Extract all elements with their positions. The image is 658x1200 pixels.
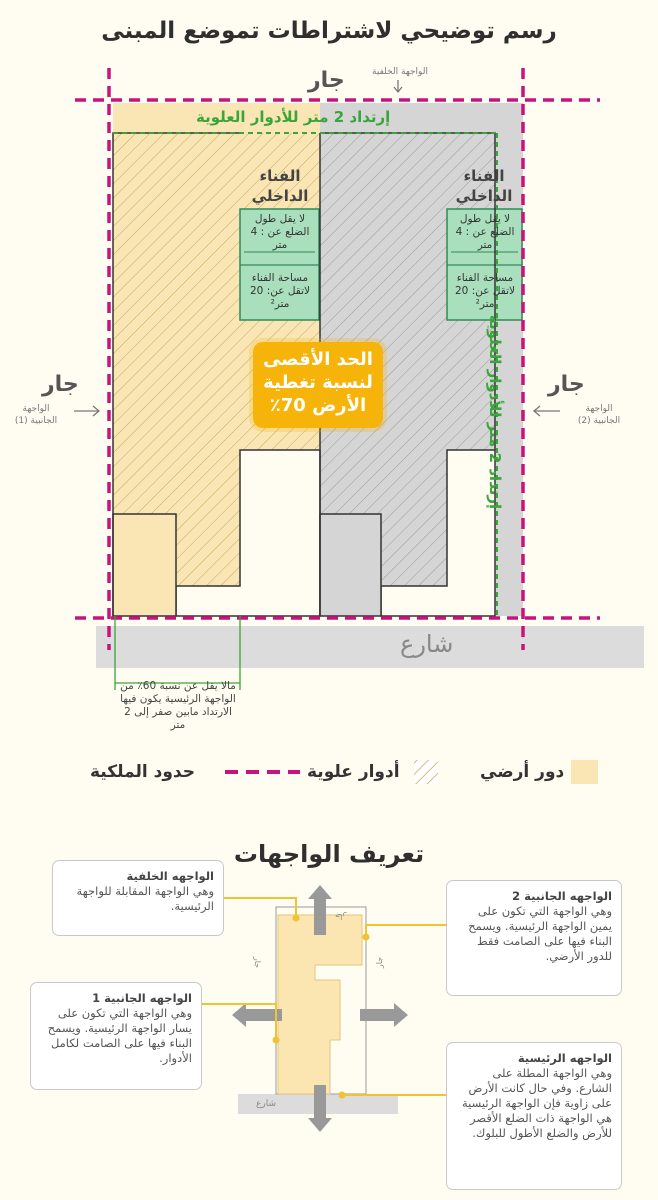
card-side1-facade	[30, 982, 202, 1090]
map-neighbor-right: جار	[375, 956, 385, 969]
card-main-body: وهي الواجهة المطلة على الشارع. وفي حال كانت الأرض على زاوية فإن الواجهة الرئيسية هي الواجهة ذات الضلع الأقصر للأرض والضلع الأطول للبلوك.	[461, 1066, 612, 1140]
court-left-area-min: مساحة الفناء لاتقل عن: 20 متر²	[249, 272, 311, 310]
back-facade-label: الواجهة الخلفية	[372, 67, 428, 77]
courtyard-left-title: الفناء الداخلي	[251, 167, 309, 205]
legend-ground-label: دور أرضي	[480, 762, 565, 782]
card-back-facade	[52, 860, 224, 936]
court-right-area-min: مساحة الفناء لاتقل عن: 20 متر²	[454, 272, 516, 310]
leader-side2	[366, 925, 446, 937]
street-label-top: شارع	[400, 630, 454, 658]
facades-title: تعريف الواجهات	[233, 840, 425, 868]
card-side2-facade	[446, 880, 622, 996]
facade-arrow-left-icon	[232, 1003, 282, 1027]
card-main-title: الواجهه الرئيسية	[517, 1051, 612, 1065]
coverage-badge: الحد الأقصى لنسبة تغطية الأرض 70٪	[253, 342, 383, 428]
card-side2-body: وهي الواجهة التي تكون على يمين الواجهة الرئيسية. ويسمح البناء فيها على الصامت فقط للدور الأرضي.	[468, 904, 612, 963]
card-back-body: وهي الواجهة المقابلة للواجهة الرئيسية.	[76, 884, 214, 913]
upper-setback-top-label: إرتداد 2 متر للأدوار العلوية	[196, 108, 391, 126]
legend-upper-label: أدوار علوية	[307, 762, 400, 782]
courtyard-right-title: الفناء الداخلي	[455, 167, 513, 205]
neighbor-back-label: جار	[308, 68, 345, 93]
neighbor-left-label: جار	[42, 372, 79, 397]
card-main-facade	[446, 1042, 622, 1190]
map-neighbor-left: جار	[253, 956, 263, 969]
side-facade-2-label: الواجهة الجانبية (2)	[577, 404, 621, 426]
card-back-title: الواجهه الخلفية	[126, 869, 214, 883]
map-neighbor-top: جار	[335, 912, 347, 921]
front-setback-note: مالا يقل عن نسبة 60٪ من الواجهة الرئيسية يكون فيها الارتداد مابين صفر إلى 2 متر	[120, 680, 236, 731]
side-facade-1-label: الواجهة الجانبية (1)	[14, 404, 58, 426]
card-side1-title: الواجهه الجانبية 1	[92, 991, 192, 1005]
neighbor-right-label: جار	[548, 372, 585, 397]
card-side2-title: الواجهه الجانبية 2	[512, 889, 612, 903]
court-left-side-min: لا يقل طول الضلع عن : 4 متر	[250, 213, 310, 251]
facade-arrow-right-icon	[360, 1003, 408, 1027]
page-title: رسم توضيحي لاشتراطات تموضع المبنى	[101, 18, 557, 44]
legend-property-label: حدود الملكية	[90, 762, 195, 782]
court-right-side-min: لا يقل طول الضلع عن : 4 متر	[455, 213, 515, 251]
card-side1-body: وهي الواجهة التي تكون على يسار الواجهة الرئيسية. ويسمح البناء فيها على الصامت لكامل الأدوار.	[47, 1006, 192, 1065]
upper-setback-side-label: إرتداد 2 متر للأدوار العلوية	[486, 314, 504, 510]
map-street-label: شارع	[256, 1099, 276, 1109]
